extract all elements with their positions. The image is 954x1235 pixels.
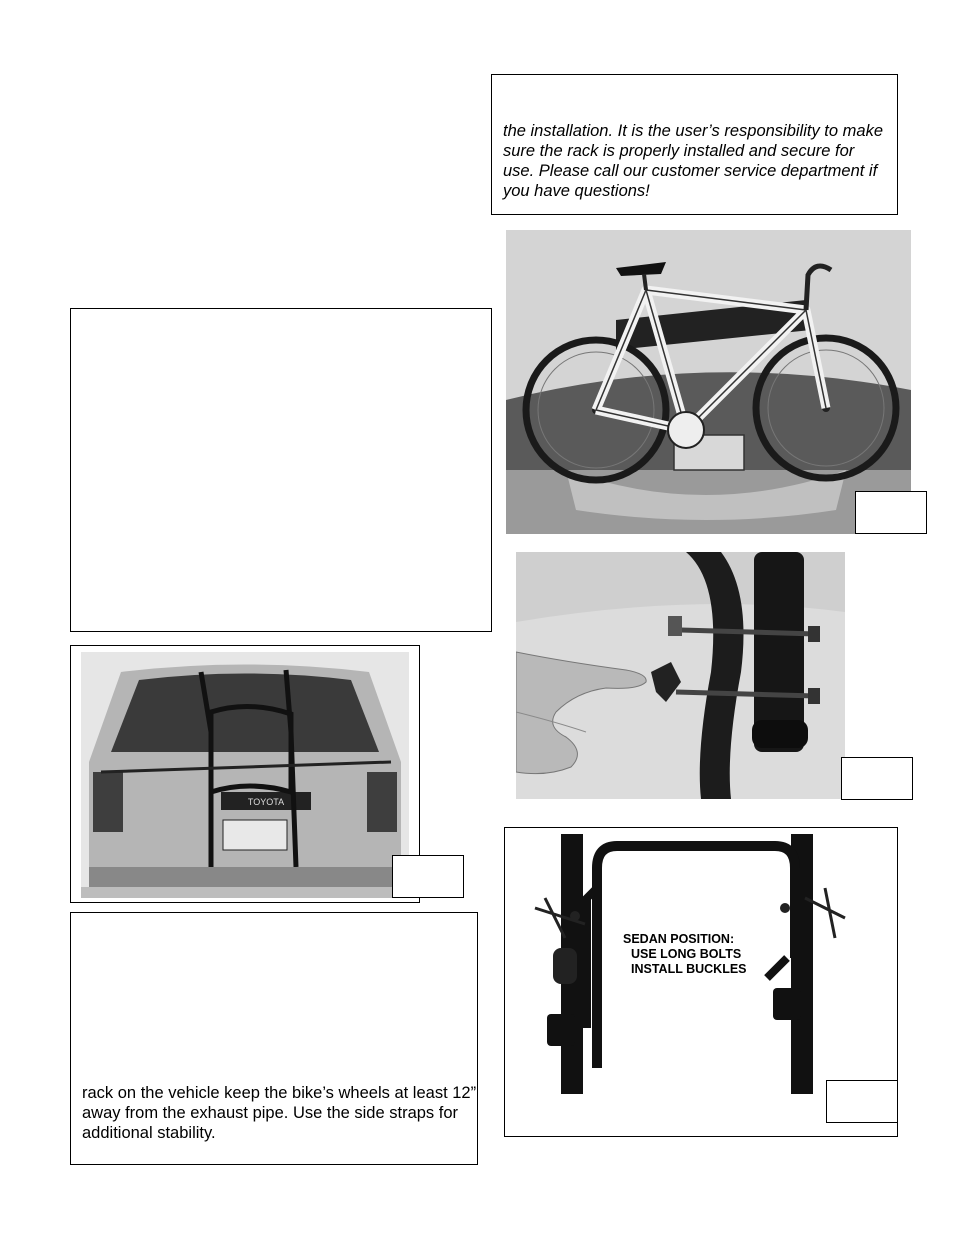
sedan-caption xyxy=(623,932,747,977)
bikes-on-trunk-photo xyxy=(506,230,911,534)
wing-nut-photo xyxy=(516,552,845,799)
instructions-text: rack on the vehicle keep the bike’s wheels at least 12” away from the exhaust pipe. Use the side straps for additional stability. xyxy=(82,1084,477,1142)
instructions-box xyxy=(70,912,478,1165)
figure-label-box-1 xyxy=(855,491,927,534)
sedan-caption-line-3: INSTALL BUCKLES xyxy=(631,962,747,976)
sedan-caption-line-2: USE LONG BOLTS xyxy=(631,947,742,961)
warning-box xyxy=(491,74,898,215)
vehicle-photo-frame xyxy=(70,645,420,903)
van-badge: TOYOTA xyxy=(247,797,285,807)
warning-text: the installation. It is the user’s responsibility to make sure the rack is properly installed and secure for use. Please call our customer service department if you have questions! xyxy=(503,122,883,200)
figure-label-box-3 xyxy=(392,855,464,898)
figure-label-box-2 xyxy=(841,757,913,800)
vehicle-rear-photo xyxy=(81,652,409,898)
sedan-caption-line-1: SEDAN POSITION: xyxy=(623,932,735,946)
figure-label-box-4 xyxy=(826,1080,898,1123)
bikes-on-trunk-illustration xyxy=(506,230,911,534)
blank-text-box xyxy=(70,308,492,632)
van-with-rack-illustration xyxy=(81,652,409,898)
wing-nut-illustration xyxy=(516,552,845,799)
